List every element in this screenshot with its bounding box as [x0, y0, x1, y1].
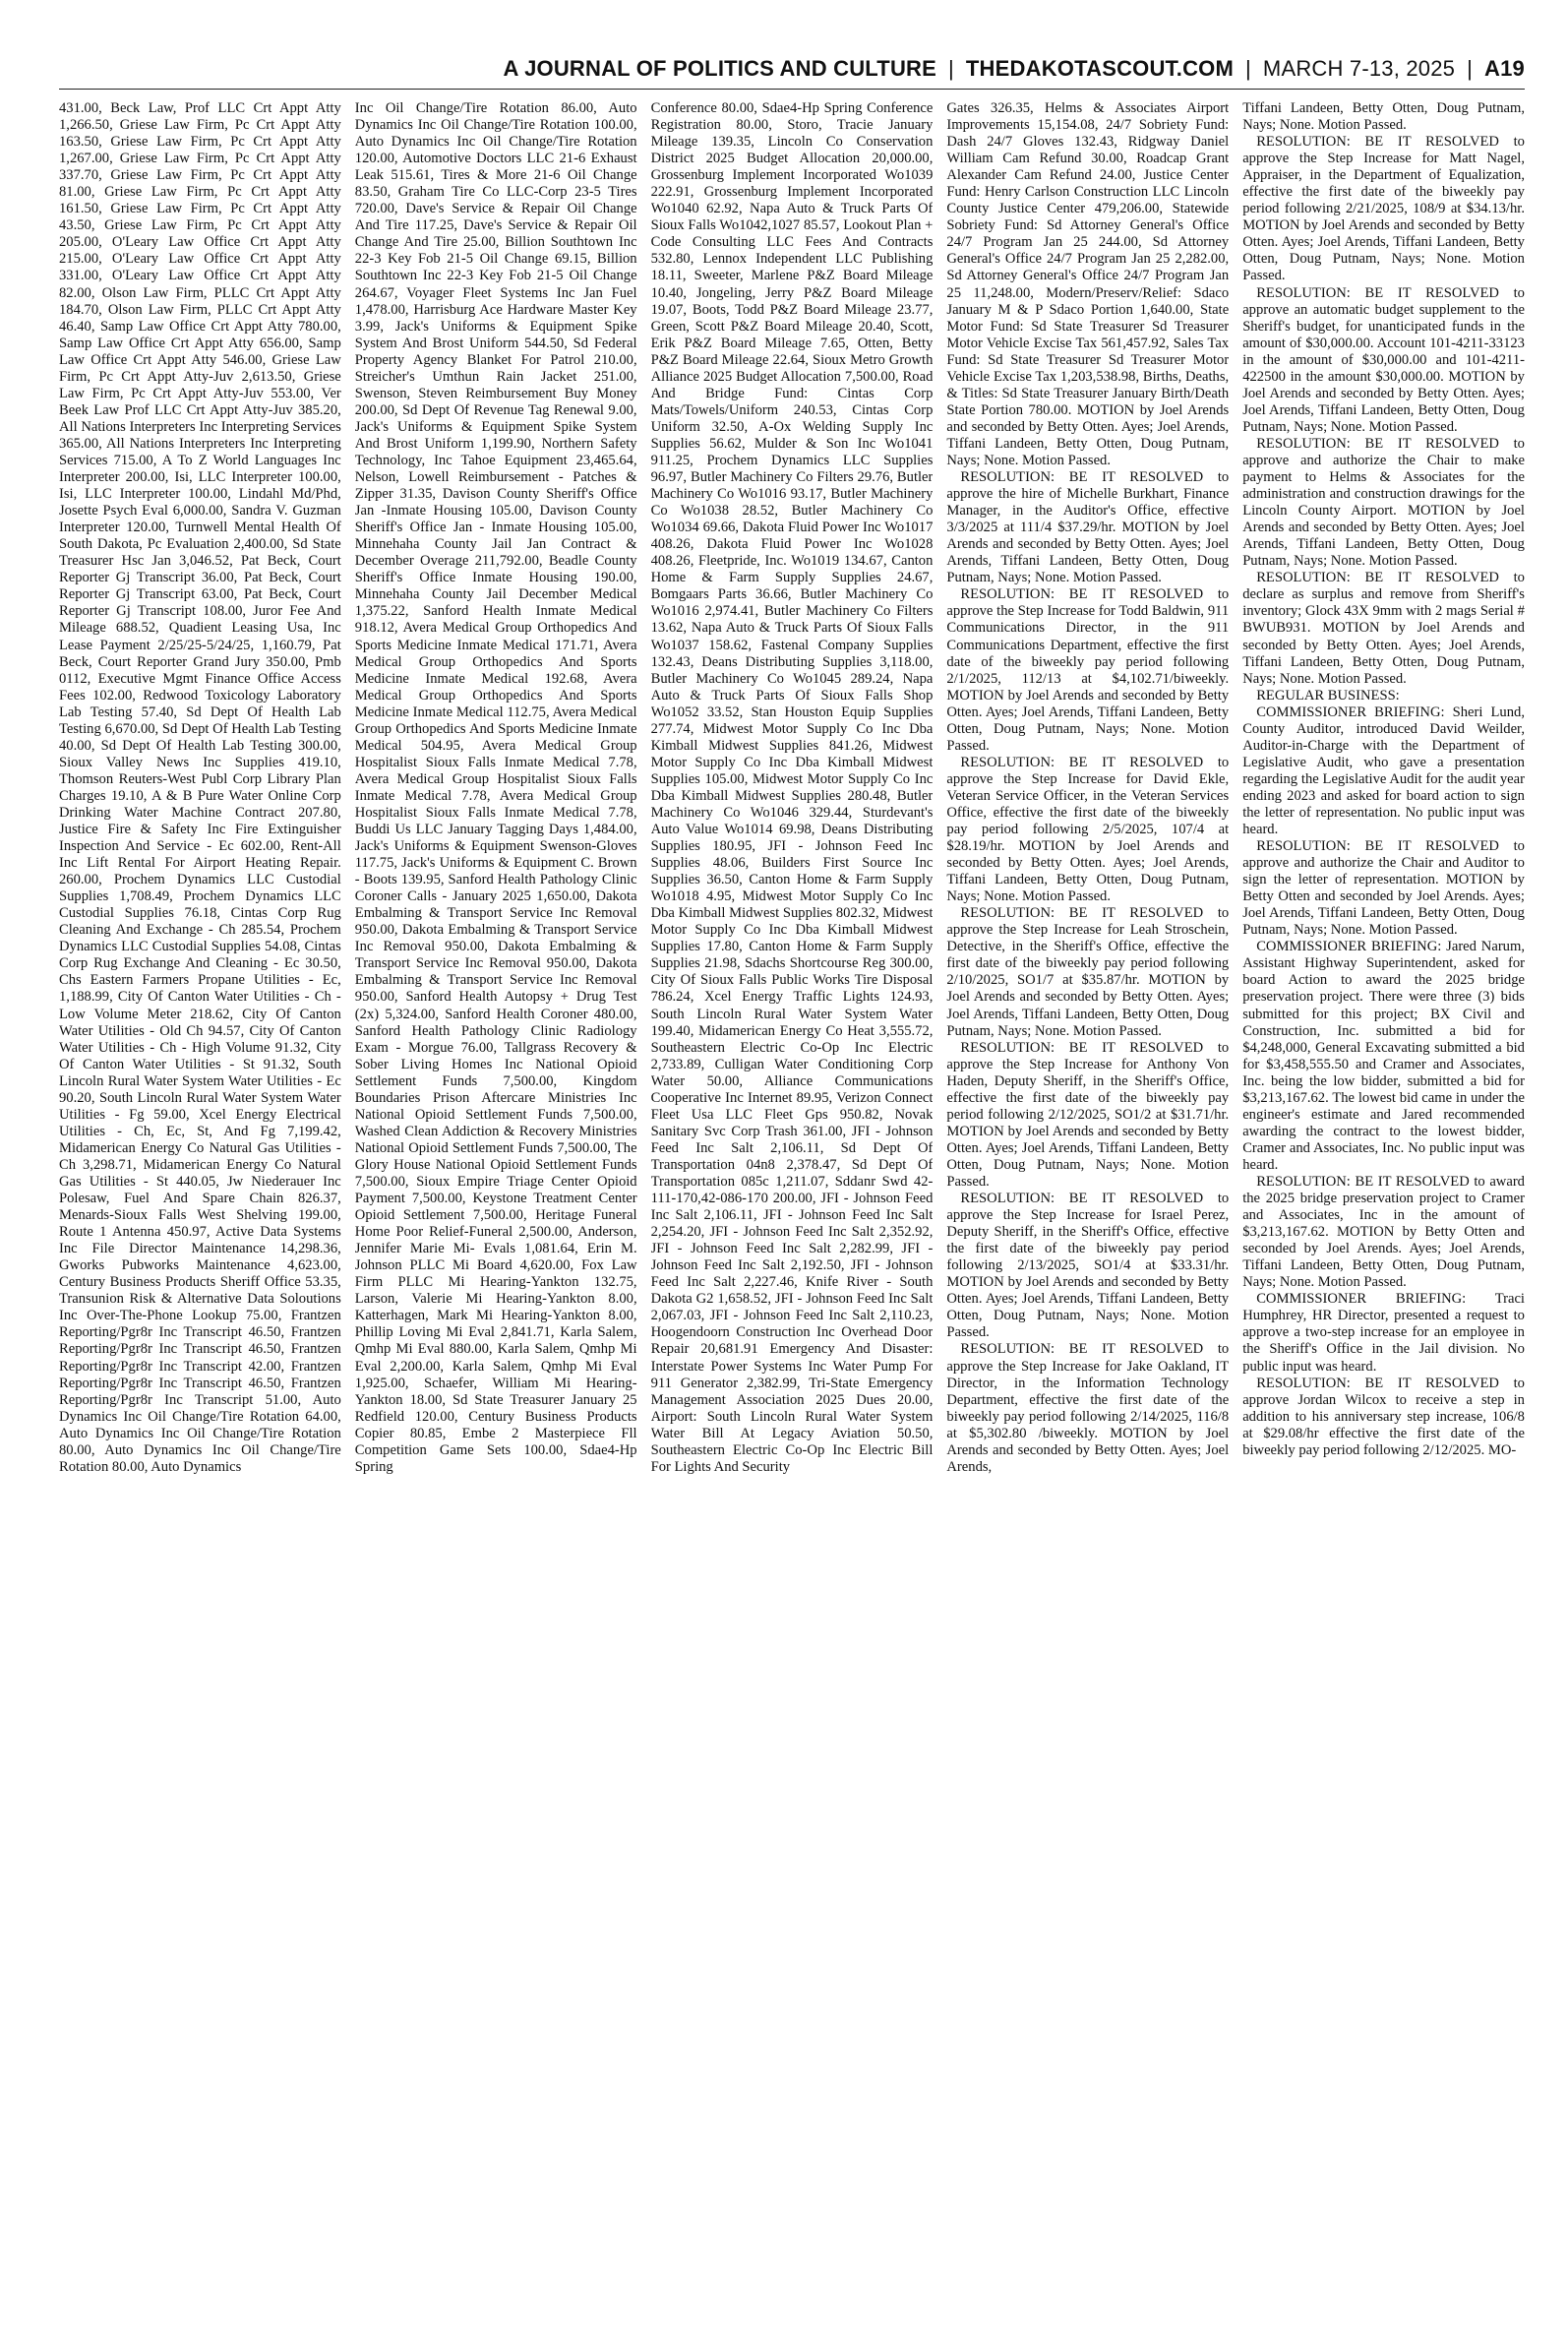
masthead-separator: | — [1245, 56, 1251, 81]
column-2 — [355, 100, 637, 2294]
paragraph: RESOLUTION: BE IT RESOLVED to approve the Step Increase for David Ekle, Veteran Service Officer, in the Veteran Services Office, effective the first date of the biweekly pay period following 2/5/2025, 107/4 at $28.19/hr. MOTION by Joel Arends and seconded by Betty Otten. Ayes; Joel Arends, Tiffani Landeen, Betty Otten, Doug Putnam, Nays; None. Motion Passed. — [946, 754, 1230, 905]
column-1 — [59, 100, 341, 2294]
column-5 — [1242, 100, 1525, 2294]
paragraph: COMMISSIONER BRIEFING: Traci Humphrey, HR Director, presented a request to approve a two-step increase for an employee in the Sheriff's Office in the Jail division. No public input was heard. — [1242, 1291, 1525, 1375]
paragraph: RESOLUTION: BE IT RESOLVED to approve an automatic budget supplement to the Sheriff's budget, for unanticipated funds in the amount of $30,000.00. Account 101-4211-33123 in the amount of $30,000.00 and 101-4211-422500 in the amount $30,000.00. MOTION by Joel Arends and seconded by Betty Otten. Ayes; Joel Arends, Tiffani Landeen, Betty Otten, Doug Putnam, Nays; None. Motion Passed. — [1242, 284, 1525, 435]
paragraph: Inc Oil Change/Tire Rotation 86.00, Auto Dynamics Inc Oil Change/Tire Rotation 100.00, Auto Dynamics Inc Oil Change/Tire Rotation 120.00, Automotive Doctors LLC 21-6 Exhaust Leak 515.61, Tires & More 21-6 Oil Change 83.50, Graham Tire Co LLC-Corp 23-5 Tires 720.00, Dave's Service & Repair Oil Change And Tire 117.25, Dave's Service & Repair Oil Change And Tire 25.00, Billion Southtown Inc 22-3 Key Fob 21-5 Oil Change 69.15, Billion Southtown Inc 22-3 Key Fob 21-5 Oil Change 264.67, Voyager Fleet Systems Inc Jan Fuel 1,478.00, Harrisburg Ace Hardware Master Key 3.99, Jack's Uniforms & Equipment Spike System And Brost Uniform 544.50, Sd Federal Property Agency Blanket For Patrol 210.00, Streicher's Umthun Rain Jacket 251.00, Swenson, Steven Reimbursement Buy Money 200.00, Sd Dept Of Revenue Tag Renewal 9.00, Jack's Uniforms & Equipment Spike System And Brost Uniform 1,199.90, Northern Safety Technology, Inc Tahoe Equipment 23,465.64, Nelson, Lowell Reimbursement - Patches & Zipper 31.35, Davison County Sheriff's Office Jan -Inmate Housing 105.00, Davison County Sheriff's Office Jan - Inmate Housing 105.00, Minnehaha County Jail Jan Contract & December Overage 211,792.00, Beadle County Sheriff's Office Inmate Housing 190.00, Minnehaha County Jail December Medical 1,375.22, Sanford Health Inmate Medical 918.12, Avera Medical Group Orthopedics And Sports Medicine Inmate Medical 171.71, Avera Medical Group Orthopedics And Sports Medicine Inmate Medical 192.68, Avera Medical Group Orthopedics And Sports Medicine Inmate Medical 112.75, Avera Medical Group Orthopedics And Sports Medicine Inmate Medical 504.95, Avera Medical Group Hospitalist Sioux Falls Inmate Medical 7.78, Avera Medical Group Hospitalist Sioux Falls Inmate Medical 7.78, Avera Medical Group Hospitalist Sioux Falls Inmate Medical 7.78, Buddi Us LLC January Tagging Days 1,484.00, Jack's Uniforms & Equipment Swenson-Gloves 117.75, Jack's Uniforms & Equipment C. Brown - Boots 139.95, Sanford Health Pathology Clinic Coroner Calls - January 2025 1,650.00, Dakota Embalming & Transport Service Inc Removal 950.00, Dakota Embalming & Transport Service Inc Removal 950.00, Dakota Embalming & Transport Service Inc Removal 950.00, Dakota Embalming & Transport Service Inc Removal 950.00, Sanford Health Autopsy + Drug Test (2x) 5,324.00, Sanford Health Coroner 480.00, Sanford Health Pathology Clinic Radiology Exam - Morgue 76.00, Tallgrass Recovery & Sober Living Homes Inc National Opioid Settlement Funds 7,500.00, Kingdom Boundaries Prison Aftercare Ministries Inc National Opioid Settlement Funds 7,500.00, Washed Clean Addiction & Recovery Ministries National Opioid Settlement Funds 7,500.00, The Glory House National Opioid Settlement Funds 7,500.00, Sioux Empire Triage Center Opioid Payment 7,500.00, Keystone Treatment Center Opioid Settlement 7,500.00, Heritage Funeral Home Poor Relief-Funeral 2,500.00, Anderson, Jennifer Marie Mi- Evals 1,081.64, Erin M. Johnson PLLC Mi Board 4,620.00, Fox Law Firm PLLC Mi Hearing-Yankton 132.75, Larson, Valerie Mi Hearing-Yankton 8.00, Katterhagen, Mark Mi Hearing-Yankton 8.00, Phillip Loving Mi Eval 2,841.71, Karla Salem, Qmhp Mi Eval 880.00, Karla Salem, Qmhp Mi Eval 2,200.00, Karla Salem, Qmhp Mi Eval 1,925.00, Schaefer, William Mi Hearing-Yankton 18.00, Sd State Treasurer January 25 Redfield 120.00, Century Business Products Copier 80.85, Embe 2 Masterpiece Fll Competition Game Sets 100.00, Sdae4-Hp Spring — [354, 100, 637, 1475]
paragraph: RESOLUTION: BE IT RESOLVED to approve the Step Increase for Matt Nagel, Appraiser, in the Department of Equalization, effective the first date of the biweekly pay period following 2/21/2025, 108/9 at $34.13/hr. MOTION by Joel Arends and seconded by Betty Otten. Ayes; Joel Arends, Tiffani Landeen, Betty Otten, Doug Putnam, Nays; None. Motion Passed. — [1242, 134, 1525, 284]
paragraph: RESOLUTION: BE IT RESOLVED to approve the Step Increase for Jake Oakland, IT Director, in the Information Technology Department, effective the first date of the biweekly pay period following 2/14/2025, 116/8 at $5,302.80 /biweekly. MOTION by Joel Arends and seconded by Betty Otten. Ayes; Joel Arends, — [946, 1341, 1230, 1475]
paragraph: Tiffani Landeen, Betty Otten, Doug Putnam, Nays; None. Motion Passed. — [1242, 100, 1525, 134]
paragraph: Conference 80.00, Sdae4-Hp Spring Conference Registration 80.00, Storo, Tracie January Mileage 139.35, Lincoln Co Conservation District 2025 Budget Allocation 20,000.00, Grossenburg Implement Incorporated Wo1039 222.91, Grossenburg Implement Incorporated Wo1040 62.92, Napa Auto & Truck Parts Of Sioux Falls Wo1042,1027 85.57, Lookout Plan + Code Consulting LLC Fees And Contracts 532.80, Lennox Independent LLC Publishing 18.11, Sweeter, Marlene P&Z Board Mileage 10.40, Jongeling, Jerry P&Z Board Mileage 19.07, Boots, Todd P&Z Board Mileage 23.77, Green, Scott P&Z Board Mileage 20.40, Scott, Erik P&Z Board Mileage 7.65, Otten, Betty P&Z Board Mileage 22.64, Sioux Metro Growth Alliance 2025 Budget Allocation 7,500.00, Road And Bridge Fund: Cintas Corp Mats/Towels/Uniform 240.53, Cintas Corp Uniform 32.50, A-Ox Welding Supply Inc Supplies 56.62, Mulder & Son Inc Wo1041 911.25, Prochem Dynamics LLC Supplies 96.97, Butler Machinery Co Filters 29.76, Butler Machinery Co Wo1016 93.17, Butler Machinery Co Wo1038 28.52, Butler Machinery Co Wo1034 69.66, Dakota Fluid Power Inc Wo1017 408.26, Dakota Fluid Power Inc Wo1028 408.26, Fleetpride, Inc. Wo1019 134.67, Canton Home & Farm Supply Supplies 24.67, Bomgaars Parts 36.66, Butler Machinery Co Wo1016 2,974.41, Butler Machinery Co Filters 13.62, Napa Auto & Truck Parts Of Sioux Falls Wo1037 158.62, Fastenal Company Supplies 132.43, Deans Distributing Supplies 3,118.00, Butler Machinery Co Wo1045 289.24, Napa Auto & Truck Parts Of Sioux Falls Shop Wo1052 33.52, Stan Houston Equip Supplies 277.74, Midwest Motor Supply Co Inc Dba Kimball Midwest Supplies 841.26, Midwest Motor Supply Co Inc Dba Kimball Midwest Supplies 105.00, Midwest Motor Supply Co Inc Dba Kimball Midwest Supplies 280.48, Butler Machinery Co Wo1046 329.44, Sturdevant's Auto Value Wo1014 69.98, Deans Distributing Supplies 180.95, JFI - Johnson Feed Inc Supplies 48.06, Builders First Source Inc Supplies 36.50, Canton Home & Farm Supply Wo1018 4.95, Midwest Motor Supply Co Inc Dba Kimball Midwest Supplies 802.32, Midwest Motor Supply Co Inc Dba Kimball Midwest Supplies 17.80, Canton Home & Farm Supply Supplies 21.98, Sdachs Shortcourse Reg 300.00, City Of Sioux Falls Public Works Tire Disposal 786.24, Xcel Energy Traffic Lights 124.93, South Lincoln Rural Water System Water 199.40, Midamerican Energy Co Heat 3,555.72, Southeastern Electric Co-Op Inc Electric 2,733.89, Culligan Water Conditioning Corp Water 50.00, Alliance Communications Cooperative Inc Internet 89.95, Verizon Connect Fleet Usa LLC Fleet Gps 950.82, Novak Sanitary Svc Corp Trash 361.00, JFI - Johnson Feed Inc Salt 2,106.11, Sd Dept Of Transportation 04n8 2,378.47, Sd Dept Of Transportation 085c 1,211.07, Sddanr Swd 42-111-170,42-086-170 200.00, JFI - Johnson Feed Inc Salt 2,106.11, JFI - Johnson Feed Inc Salt 2,254.20, JFI - Johnson Feed Inc Salt 2,352.92, JFI - Johnson Feed Inc Salt 2,282.99, JFI - Johnson Feed Inc Salt 2,192.50, JFI - Johnson Feed Inc Salt 2,227.46, Knife River - South Dakota G2 1,658.52, JFI - Johnson Feed Inc Salt 2,067.03, JFI - Johnson Feed Inc Salt 2,110.23, Hoogendoorn Construction Inc Overhead Door Repair 20,681.91 Emergency And Disaster: Interstate Power Systems Inc Water Pump For 911 Generator 2,382.99, Tri-State Emergency Management Association 2025 Dues 20.00, Airport: South Lincoln Rural Water System Water Bill At Legacy Aviation 50.50, Southeastern Electric Co-Op Inc Electric Bill For Lights And Security — [650, 100, 934, 1475]
paragraph: RESOLUTION: BE IT RESOLVED to approve and authorize the Chair to make payment to Helms & Associates for the administration and construction drawings for the Lincoln County Airport. MOTION by Joel Arends and seconded by Betty Otten. Ayes; Joel Arends, Tiffani Landeen, Betty Otten, Doug Putnam, Nays; None. Motion Passed. — [1242, 435, 1525, 570]
paragraph: RESOLUTION: BE IT RESOLVED to approve the Step Increase for Israel Perez, Deputy Sheriff, in the Sheriff's Office, effective the first date of the biweekly pay period following 2/13/2025, SO1/4 at $33.31/hr. MOTION by Joel Arends and seconded by Betty Otten. Ayes; Joel Arends, Tiffani Landeen, Betty Otten, Doug Putnam, Nays; None. Motion Passed. — [946, 1191, 1230, 1341]
column-4 — [946, 100, 1229, 2294]
paragraph: RESOLUTION: BE IT RESOLVED to approve and authorize the Chair and Auditor to sign the letter of representation. MOTION by Betty Otten and seconded by Joel Arends. Ayes; Joel Arends, Tiffani Landeen, Betty Otten, Doug Putnam, Nays; None. Motion Passed. — [1242, 838, 1525, 939]
article-columns — [59, 100, 1525, 2294]
page-number: A19 — [1484, 56, 1525, 81]
paragraph: Gates 326.35, Helms & Associates Airport Improvements 15,154.08, 24/7 Sobriety Fund: Dash 24/7 Gloves 132.43, Ridgway Daniel William Cam Refund 30.00, Roadcap Grant Alexander Cam Refund 24.00, Justice Center Fund: Henry Carlson Construction LLC Lincoln County Justice Center 479,206.00, Statewide Sobriety Fund: Sd Attorney General's Office 24/7 Program Jan 25 244.00, Sd Attorney General's Office 24/7 Program Jan 25 2,282.00, Sd Attorney General's Office 24/7 Program Jan 25 11,248.00, Modern/Preserv/Relief: Sdaco January M & P Sdaco Portion 1,640.00, State Motor Fund: Sd State Treasurer Sd Treasurer Motor Vehicle Excise Tax 561,457.92, Sales Tax Fund: Sd State Treasurer Sd Treasurer Motor Vehicle Excise Tax 1,203,538.98, Births, Deaths, & Titles: Sd State Treasurer January Birth/Death State Portion 780.00. MOTION by Joel Arends and seconded by Betty Otten. Ayes; Joel Arends, Tiffani Landeen, Betty Otten, Doug Putnam, Nays; None. Motion Passed. — [946, 100, 1230, 468]
paragraph: COMMISSIONER BRIEFING: Jared Narum, Assistant Highway Superintendent, asked for board Action to award the 2025 bridge preservation project. There were three (3) bids submitted for this project; BX Civil and Construction, Inc. submitted a bid for $4,248,000, General Excavating submitted a bid for $3,458,555.50 and Cramer and Associates, Inc. being the low bidder, submitted a bid for $3,213,167.62. The lowest bid came in under the engineer's estimate and Jared recommended awarding the contract to the lowest bidder, Cramer and Associates, Inc. No public input was heard. — [1242, 939, 1525, 1173]
paragraph: COMMISSIONER BRIEFING: Sheri Lund, County Auditor, introduced David Weilder, Auditor-in-Charge with the Department of Legislative Audit, who gave a presentation regarding the Legislative Audit for the audit year ending 2023 and asked for board action to sign the letter of representation. No public input was heard. — [1242, 704, 1525, 838]
paragraph: RESOLUTION: BE IT RESOLVED to approve the Step Increase for Anthony Von Haden, Deputy Sheriff, in the Sheriff's Office, effective the first date of the biweekly pay period following 2/12/2025, SO1/2 at $31.71/hr. MOTION by Joel Arends and seconded by Betty Otten. Ayes; Joel Arends, Tiffani Landeen, Betty Otten, Doug Putnam, Nays; None. Motion Passed. — [946, 1039, 1230, 1190]
paragraph: RESOLUTION: BE IT RESOLVED to approve the hire of Michelle Burkhart, Finance Manager, in the Auditor's Office, effective 3/3/2025 at 111/4 $37.29/hr. MOTION by Joel Arends and seconded by Betty Otten. Ayes; Joel Arends, Tiffani Landeen, Betty Otten, Doug Putnam, Nays; None. Motion Passed. — [946, 469, 1230, 586]
masthead-separator: | — [948, 56, 954, 81]
masthead — [59, 49, 1525, 90]
paragraph: REGULAR BUSINESS: — [1256, 687, 1400, 704]
paragraph: RESOLUTION: BE IT RESOLVED to award the 2025 bridge preservation project to Cramer and Associates, Inc in the amount of $3,213,167.62. MOTION by Betty Otten and seconded by Joel Arends. Ayes; Joel Arends, Tiffani Landeen, Betty Otten, Doug Putnam, Nays; None. Motion Passed. — [1242, 1174, 1525, 1291]
journal-tagline: A JOURNAL OF POLITICS AND CULTURE — [503, 56, 936, 81]
paragraph: RESOLUTION: BE IT RESOLVED to approve the Step Increase for Todd Baldwin, 911 Communications Director, in the 911 Communications Department, effective the first date of the biweekly pay period following 2/1/2025, 112/13 at $4,102.71/biweekly. MOTION by Joel Arends and seconded by Betty Otten. Ayes; Joel Arends, Tiffani Landeen, Betty Otten, Doug Putnam, Nays; None. Motion Passed. — [946, 586, 1230, 754]
issue-date: MARCH 7-13, 2025 — [1262, 56, 1456, 81]
site-name: THEDAKOTASCOUT.COM — [965, 56, 1234, 81]
paragraph: RESOLUTION: BE IT RESOLVED to approve the Step Increase for Leah Stroschein, Detective, in the Sheriff's Office, effective the first date of the biweekly pay period following 2/10/2025, SO1/7 at $35.87/hr. MOTION by Joel Arends and seconded by Betty Otten. Ayes; Joel Arends, Tiffani Landeen, Betty Otten, Doug Putnam, Nays; None. Motion Passed. — [946, 905, 1230, 1039]
paragraph: RESOLUTION: BE IT RESOLVED to approve Jordan Wilcox to receive a step in addition to his anniversary step increase, 106/8 at $29.08/hr effective the first date of the biweekly pay period following 2/12/2025. MO- — [1242, 1375, 1525, 1458]
column-3 — [651, 100, 934, 2294]
paragraph: 431.00, Beck Law, Prof LLC Crt Appt Atty 1,266.50, Griese Law Firm, Pc Crt Appt Atty 163.50, Griese Law Firm, Pc Crt Appt Atty 1,267.00, Griese Law Firm, Pc Crt Appt Atty 337.70, Griese Law Firm, Pc Crt Appt Atty 81.00, Griese Law Firm, Pc Crt Appt Atty 161.50, Griese Law Firm, Pc Crt Appt Atty 43.50, Griese Law Firm, Pc Crt Appt Atty 205.00, O'Leary Law Office Crt Appt Atty 215.00, O'Leary Law Office Crt Appt Atty 331.00, O'Leary Law Office Crt Appt Atty 82.00, Olson Law Firm, PLLC Crt Appt Atty 184.70, Olson Law Firm, PLLC Crt Appt Atty 46.40, Samp Law Office Crt Appt Atty 780.00, Samp Law Office Crt Appt Atty 656.00, Samp Law Office Crt Appt Atty 546.00, Griese Law Firm, Pc Crt Appt Atty-Juv 2,613.50, Griese Law Firm, Pc Crt Appt Atty-Juv 553.00, Ver Beek Law Prof LLC Crt Appt Atty-Juv 385.20, All Nations Interpreters Inc Interpreting Services 365.00, All Nations Interpreters Inc Interpreting Services 715.00, A To Z World Languages Inc Interpreter 200.00, Isi, LLC Interpreter 100.00, Isi, LLC Interpreter 100.00, Lindahl Md/Phd, Josette Psych Eval 6,000.00, Sandra V. Guzman Interpreter 120.00, Turnwell Mental Health Of South Dakota, Pc Evaluation 2,400.00, Sd State Treasurer Hsc Jan 3,046.52, Pat Beck, Court Reporter Gj Transcript 36.00, Pat Beck, Court Reporter Gj Transcript 63.00, Pat Beck, Court Reporter Gj Transcript 108.00, Juror Fee And Mileage 688.52, Quadient Leasing Usa, Inc Lease Payment 2/25/25-5/24/25, 1,160.79, Pat Beck, Court Reporter Grand Jury 350.00, Pmb 0112, Executive Mgmt Finance Office Access Fees 102.00, Redwood Toxicology Laboratory Lab Testing 57.40, Sd Dept Of Health Lab Testing 6,670.00, Sd Dept Of Health Lab Testing 40.00, Sd Dept Of Health Lab Testing 300.00, Sioux Valley News Inc Supplies 419.10, Thomson Reuters-West Publ Corp Library Plan Charges 19.10, A & B Pure Water Online Corp Drinking Water Machine Contract 207.80, Justice Fire & Safety Inc Fire Extinguisher Inspection And Service - Ec 602.00, Rent-All Inc Lift Rental For Airport Heating Repair. 260.00, Prochem Dynamics LLC Custodial Supplies 1,708.49, Prochem Dynamics LLC Custodial Supplies 76.18, Cintas Corp Rug Cleaning And Exchange - Ch 285.54, Prochem Dynamics LLC Custodial Supplies 54.08, Cintas Corp Rug Exchange And Cleaning - Ec 30.50, Chs Eastern Farmers Propane Utilities - Ec, 1,188.99, City Of Canton Water Utilities - Ch - Low Volume Meter 218.62, City Of Canton Water Utilities - Old Ch 94.57, City Of Canton Water Utilities - Ch - High Volume 91.32, City Of Canton Water Utilities - St 91.32, South Lincoln Rural Water System Water Utilities - Ec 90.20, South Lincoln Rural Water System Water Utilities - Fg 59.00, Xcel Energy Electrical Utilities - Ch, Ec, St, And Fg 7,199.42, Midamerican Energy Co Natural Gas Utilities - Ch 3,298.71, Midamerican Energy Co Natural Gas Utilities - St 440.05, Jw Niederauer Inc Polesaw, Fuel And Spare Chain 826.37, Menards-Sioux Falls West Shelving 199.00, Route 1 Antenna 450.97, Active Data Systems Inc File Director Maintenance 14,298.36, Gworks Pubworks Maintenance 4,623.00, Century Business Products Sheriff Office 53.35, Transunion Risk & Alternative Data Soloutions Inc Over-The-Phone Lookup 75.00, Frantzen Reporting/Pgr8r Inc Transcript 46.50, Frantzen Reporting/Pgr8r Inc Transcript 46.50, Frantzen Reporting/Pgr8r Inc Transcript 42.00, Frantzen Reporting/Pgr8r Inc Transcript 46.50, Frantzen Reporting/Pgr8r Inc Transcript 51.00, Auto Dynamics Inc Oil Change/Tire Rotation 64.00, Auto Dynamics Inc Oil Change/Tire Rotation 80.00, Auto Dynamics Inc Oil Change/Tire Rotation 80.00, Auto Dynamics — [59, 100, 341, 1475]
masthead-separator: | — [1467, 56, 1474, 81]
paragraph: RESOLUTION: BE IT RESOLVED to declare as surplus and remove from Sheriff's inventory; Glock 43X 9mm with 2 mags Serial # BWUB931. MOTION by Joel Arends and seconded by Betty Otten. Ayes; Joel Arends, Tiffani Landeen, Betty Otten, Doug Putnam, Nays; None. Motion Passed. — [1242, 570, 1525, 687]
